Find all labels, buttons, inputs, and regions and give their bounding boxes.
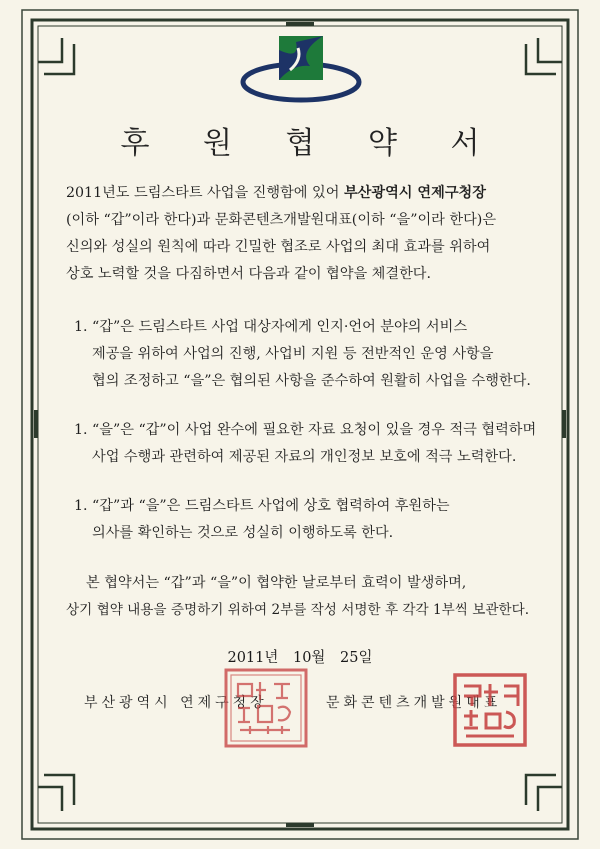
- intro-line-2: (이하 “갑”이라 한다)과 문화콘텐츠개발원대표(이하 “을”이라 한다)은: [66, 212, 497, 228]
- party-a-name: 부산광역시 연제구청장: [343, 185, 486, 201]
- intro-line-1: 2011년도 드림스타트 사업을 진행함에 있어 부산광역시 연제구청장: [66, 185, 486, 201]
- intro-line-4: 상호 노력할 것을 다짐하면서 다음과 같이 협약을 체결한다.: [66, 266, 432, 282]
- official-seal-party-b: [450, 670, 530, 750]
- agreement-clause-1: 1. “갑”은 드림스타트 사업 대상자에게 인지·언어 분야의 서비스 제공을 위하여 사업의 진행, 사업비 지원 등 전반적인 운영 사항을 협의 조정하고 “을”은 협의된 사항을 준수하여 원활히 사업을 수행한다.: [74, 319, 531, 389]
- emblem-logo: [238, 30, 364, 110]
- closing-paragraph: 본 협약서는 “갑”과 “을”이 협약한 날로부터 효력이 발생하며, 상기 협약 내용을 증명하기 위하여 2부를 작성 서명한 후 각각 1부씩 보관한다.: [66, 575, 530, 618]
- agreement-clause-2: 1. “을”은 “갑”이 사업 완수에 필요한 자료 요청이 있을 경우 적극 협력하며 사업 수행과 관련하여 제공된 자료의 개인정보 보호에 적극 노력한다.: [74, 422, 537, 465]
- intro-paragraph: [66, 180, 546, 288]
- signer-party-a: 부산광역시 연제구청장: [84, 695, 268, 711]
- agreement-date: 2011년 10월 25일: [227, 650, 373, 666]
- document-title: 후 원 협 약 서: [120, 126, 502, 161]
- intro-line-3: 신의와 성실의 원칙에 따라 긴밀한 협조로 사업의 최대 효과를 위하여: [66, 239, 491, 255]
- agreement-clause-3: 1. “갑”과 “을”은 드림스타트 사업에 상호 협력하여 후원하는 의사를 확인하는 것으로 성실히 이행하도록 한다.: [74, 498, 450, 541]
- signer-party-b: 문화콘텐츠개발원대표: [326, 695, 502, 711]
- official-seal-party-a: [220, 664, 312, 752]
